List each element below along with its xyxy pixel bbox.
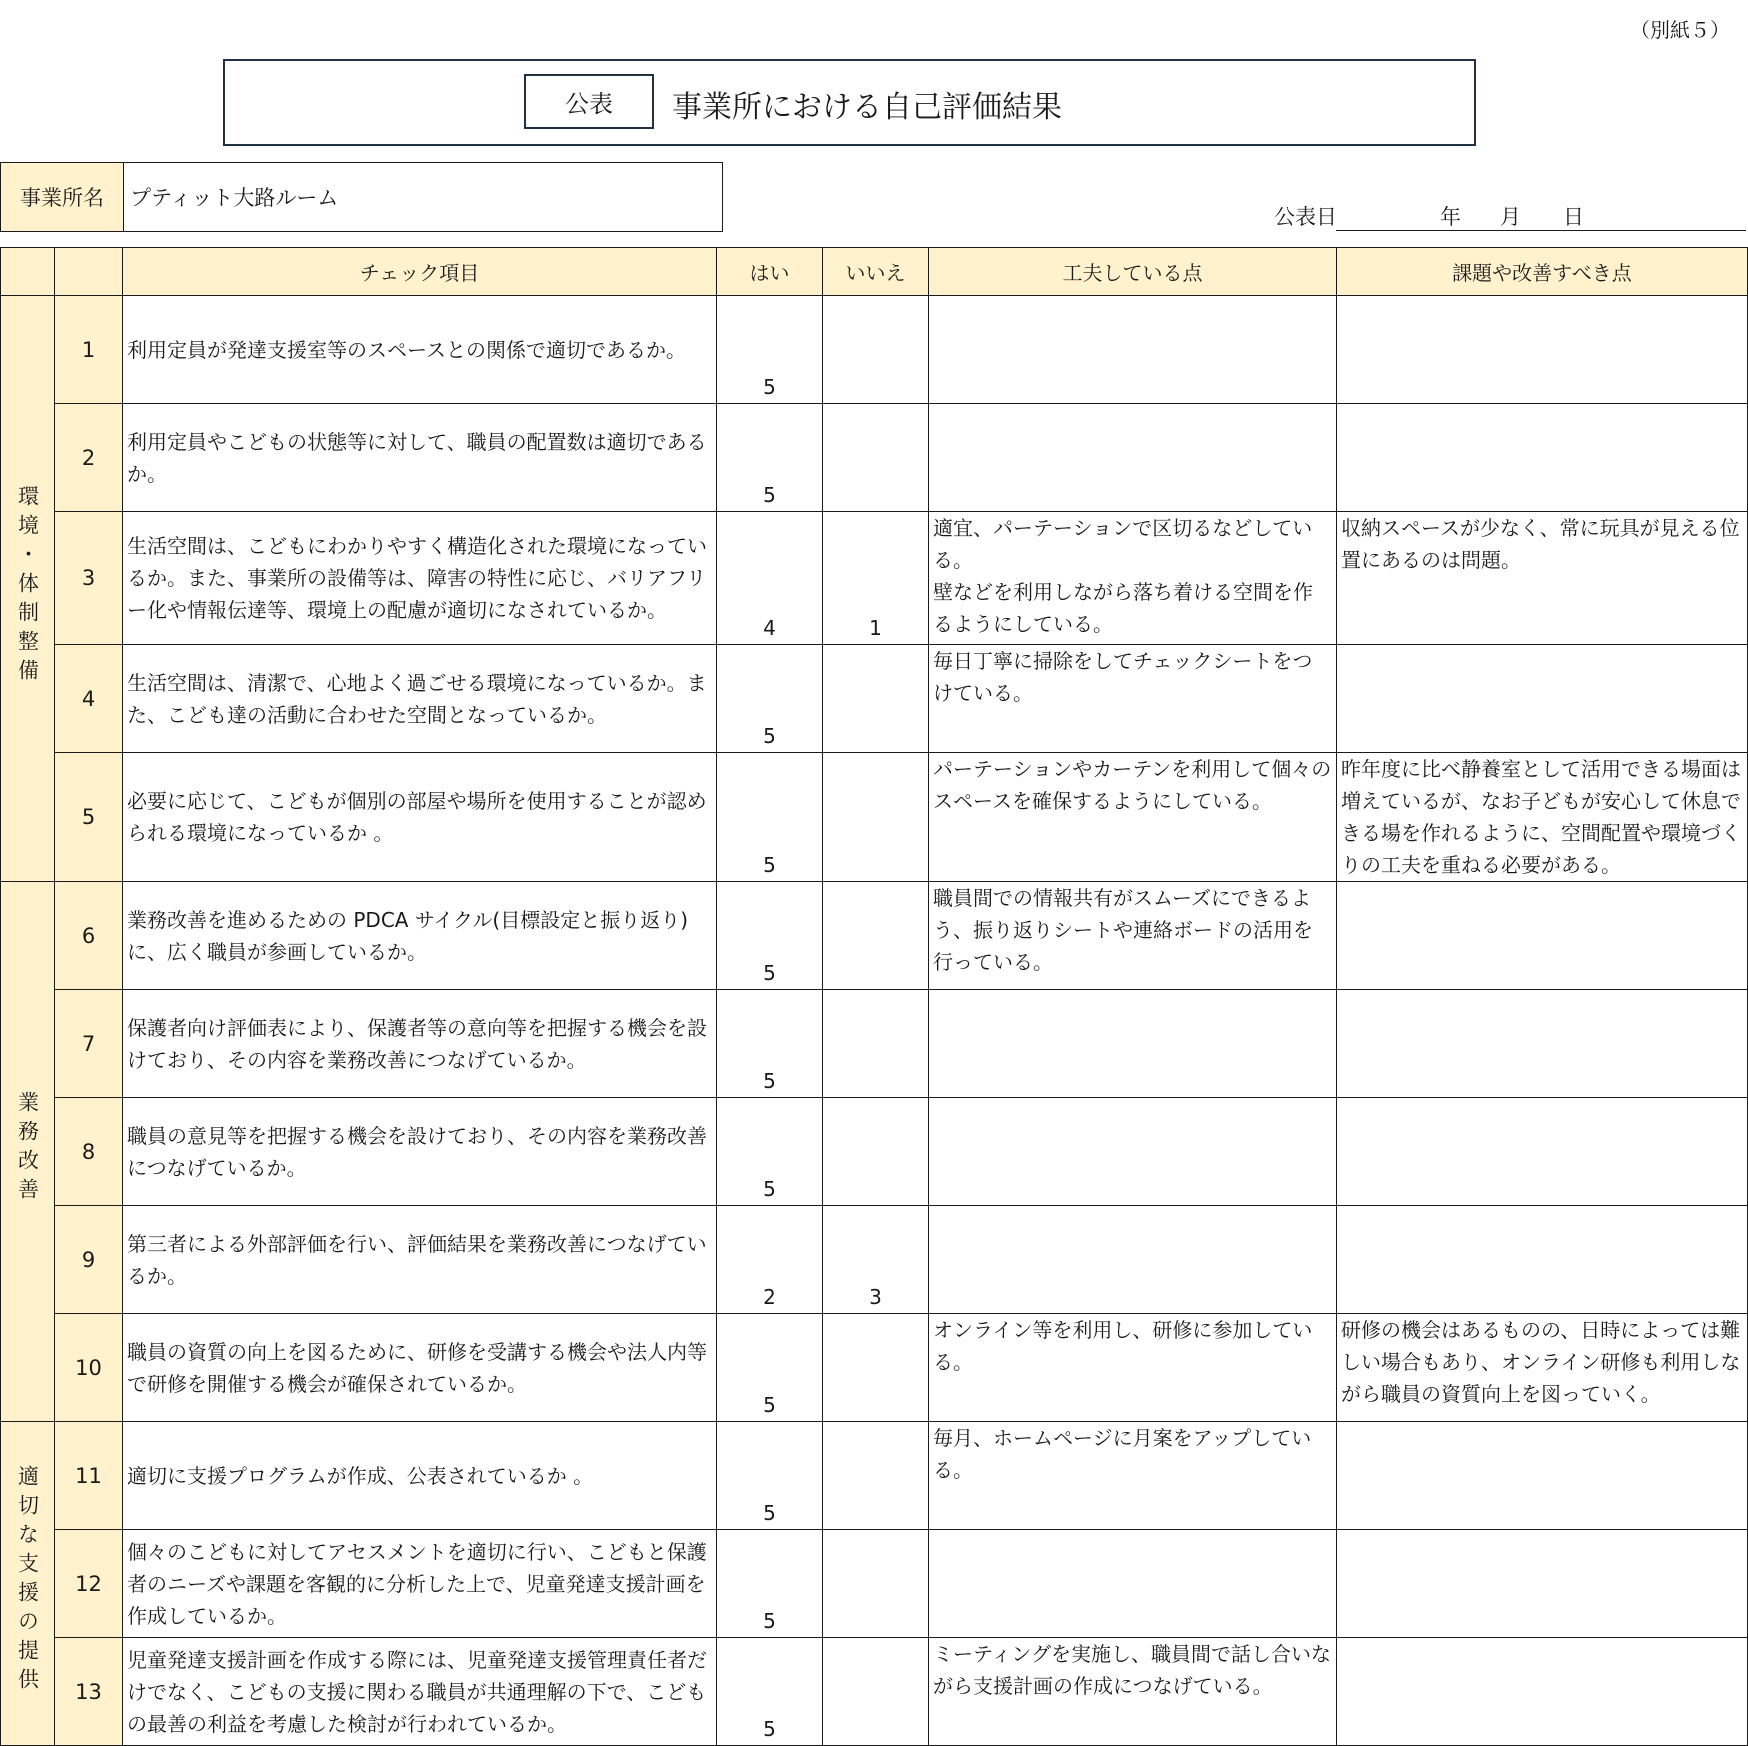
effort-note: 職員間での情報共有がスムーズにできるよう、振り返りシートや連絡ボードの活用を行っている。 — [929, 882, 1337, 990]
table-row — [1, 404, 1748, 512]
no-header: いいえ — [823, 248, 929, 296]
publish-year-label: 年 — [1440, 205, 1461, 229]
office-name: プティット大路ルーム — [124, 163, 723, 232]
table-row — [1, 512, 1748, 645]
row-number: 10 — [55, 1314, 123, 1422]
category-label: 適切な支援の提供 — [15, 1465, 40, 1697]
issue-note — [1337, 404, 1748, 512]
yes-count: 5 — [717, 404, 823, 512]
row-number: 13 — [55, 1638, 123, 1746]
row-number: 11 — [55, 1422, 123, 1530]
effort-note: 毎月、ホームページに月案をアップしている。 — [929, 1422, 1337, 1530]
effort-note: 毎日丁寧に掃除をしてチェックシートをつけている。 — [929, 645, 1337, 753]
yes-count: 5 — [717, 645, 823, 753]
yes-count: 5 — [717, 990, 823, 1098]
row-number: 3 — [55, 512, 123, 645]
no-count — [823, 1314, 929, 1422]
check-item: 生活空間は、清潔で、心地よく過ごせる環境になっているか。また、こども達の活動に合わせた空間となっているか。 — [123, 645, 717, 753]
check-item: 必要に応じて、こどもが個別の部屋や場所を使用することが認められる環境になっているか 。 — [123, 753, 717, 882]
effort-note — [929, 404, 1337, 512]
document-title: 事業所における自己評価結果 — [672, 90, 1062, 125]
issue-header: 課題や改善すべき点 — [1337, 248, 1748, 296]
issue-note — [1337, 645, 1748, 753]
check-item: 利用定員が発達支援室等のスペースとの関係で適切であるか。 — [123, 296, 717, 404]
table-row — [1, 882, 1748, 990]
no-count — [823, 1098, 929, 1206]
row-number: 6 — [55, 882, 123, 990]
effort-note — [929, 296, 1337, 404]
effort-note — [929, 1098, 1337, 1206]
no-count: 3 — [823, 1206, 929, 1314]
effort-note — [929, 1530, 1337, 1638]
yes-count: 5 — [717, 1530, 823, 1638]
issue-note: 研修の機会はあるものの、日時によっては難しい場合もあり、オンライン研修も利用しながら職員の資質向上を図っていく。 — [1337, 1314, 1748, 1422]
table-row — [1, 1638, 1748, 1746]
item-header: チェック項目 — [123, 248, 717, 296]
no-count — [823, 404, 929, 512]
category-cell — [1, 1422, 55, 1746]
no-count — [823, 753, 929, 882]
category-label: 環境・体制整備 — [15, 484, 40, 688]
category-header — [1, 248, 55, 296]
check-item: 業務改善を進めるための PDCA サイクル(目標設定と振り返り)に、広く職員が参画しているか。 — [123, 882, 717, 990]
issue-note — [1337, 1206, 1748, 1314]
yes-count: 5 — [717, 753, 823, 882]
no-count — [823, 990, 929, 1098]
table-row — [1, 753, 1748, 882]
yes-count: 5 — [717, 1314, 823, 1422]
effort-note: パーテーションやカーテンを利用して個々のスペースを確保するようにしている。 — [929, 753, 1337, 882]
no-count — [823, 882, 929, 990]
issue-note — [1337, 990, 1748, 1098]
row-number: 1 — [55, 296, 123, 404]
no-count: 1 — [823, 512, 929, 645]
effort-note: 適宜、パーテーションで区切るなどしている。 壁などを利用しながら落ち着ける空間を作るようにしている。 — [929, 512, 1337, 645]
publish-month-label: 月 — [1500, 205, 1521, 229]
attachment-label: （別紙５） — [1630, 18, 1730, 42]
row-number: 7 — [55, 990, 123, 1098]
issue-note — [1337, 1422, 1748, 1530]
check-item: 第三者による外部評価を行い、評価結果を業務改善につなげているか。 — [123, 1206, 717, 1314]
table-row — [1, 645, 1748, 753]
row-number: 8 — [55, 1098, 123, 1206]
office-info — [0, 162, 723, 232]
check-item: 利用定員やこどもの状態等に対して、職員の配置数は適切であるか。 — [123, 404, 717, 512]
category-label: 業務改善 — [15, 1091, 40, 1207]
publish-date-field — [1336, 230, 1746, 231]
no-count — [823, 645, 929, 753]
publish-day-label: 日 — [1563, 205, 1584, 229]
row-number: 12 — [55, 1530, 123, 1638]
evaluation-table — [0, 247, 1748, 1746]
table-row — [1, 1422, 1748, 1530]
effort-note: ミーティングを実施し、職員間で話し合いながら支援計画の作成につなげている。 — [929, 1638, 1337, 1746]
publish-date-label: 公表日 — [1274, 205, 1337, 229]
effort-note — [929, 1206, 1337, 1314]
row-number: 5 — [55, 753, 123, 882]
table-row — [1, 296, 1748, 404]
issue-note: 昨年度に比べ静養室として活用できる場面は増えているが、なお子どもが安心して休息できる場を作れるように、空間配置や環境づくりの工夫を重ねる必要がある。 — [1337, 753, 1748, 882]
yes-count: 5 — [717, 1098, 823, 1206]
table-row — [1, 1206, 1748, 1314]
category-cell — [1, 296, 55, 882]
row-number: 2 — [55, 404, 123, 512]
table-row — [1, 990, 1748, 1098]
yes-count: 4 — [717, 512, 823, 645]
check-item: 職員の資質の向上を図るために、研修を受講する機会や法人内等で研修を開催する機会が確保されているか。 — [123, 1314, 717, 1422]
yes-count: 5 — [717, 1422, 823, 1530]
public-badge: 公表 — [524, 74, 654, 129]
no-count — [823, 1638, 929, 1746]
check-item: 生活空間は、こどもにわかりやすく構造化された環境になっているか。また、事業所の設備等は、障害の特性に応じ、バリアフリー化や情報伝達等、環境上の配慮が適切になされているか。 — [123, 512, 717, 645]
issue-note — [1337, 882, 1748, 990]
table-header-row — [1, 248, 1748, 296]
check-item: 職員の意見等を把握する機会を設けており、その内容を業務改善につなげているか。 — [123, 1098, 717, 1206]
issue-note — [1337, 1098, 1748, 1206]
issue-note — [1337, 1638, 1748, 1746]
check-item: 保護者向け評価表により、保護者等の意向等を把握する機会を設けており、その内容を業務改善につなげているか。 — [123, 990, 717, 1098]
no-count — [823, 1530, 929, 1638]
number-header — [55, 248, 123, 296]
check-item: 児童発達支援計画を作成する際には、児童発達支援管理責任者だけでなく、こどもの支援に関わる職員が共通理解の下で、こどもの最善の利益を考慮した検討が行われているか。 — [123, 1638, 717, 1746]
yes-count: 5 — [717, 882, 823, 990]
issue-note: 収納スペースが少なく、常に玩具が見える位置にあるのは問題。 — [1337, 512, 1748, 645]
yes-count: 5 — [717, 296, 823, 404]
row-number: 9 — [55, 1206, 123, 1314]
yes-count: 2 — [717, 1206, 823, 1314]
check-item: 適切に支援プログラムが作成、公表されているか 。 — [123, 1422, 717, 1530]
table-row — [1, 1314, 1748, 1422]
effort-note — [929, 990, 1337, 1098]
table-row — [1, 1530, 1748, 1638]
issue-note — [1337, 296, 1748, 404]
office-label: 事業所名 — [1, 163, 124, 232]
row-number: 4 — [55, 645, 123, 753]
no-count — [823, 296, 929, 404]
effort-note: オンライン等を利用し、研修に参加している。 — [929, 1314, 1337, 1422]
yes-header: はい — [717, 248, 823, 296]
check-item: 個々のこどもに対してアセスメントを適切に行い、こどもと保護者のニーズや課題を客観的に分析した上で、児童発達支援計画を作成しているか。 — [123, 1530, 717, 1638]
issue-note — [1337, 1530, 1748, 1638]
no-count — [823, 1422, 929, 1530]
category-cell — [1, 882, 55, 1422]
effort-header: 工夫している点 — [929, 248, 1337, 296]
table-row — [1, 1098, 1748, 1206]
yes-count: 5 — [717, 1638, 823, 1746]
